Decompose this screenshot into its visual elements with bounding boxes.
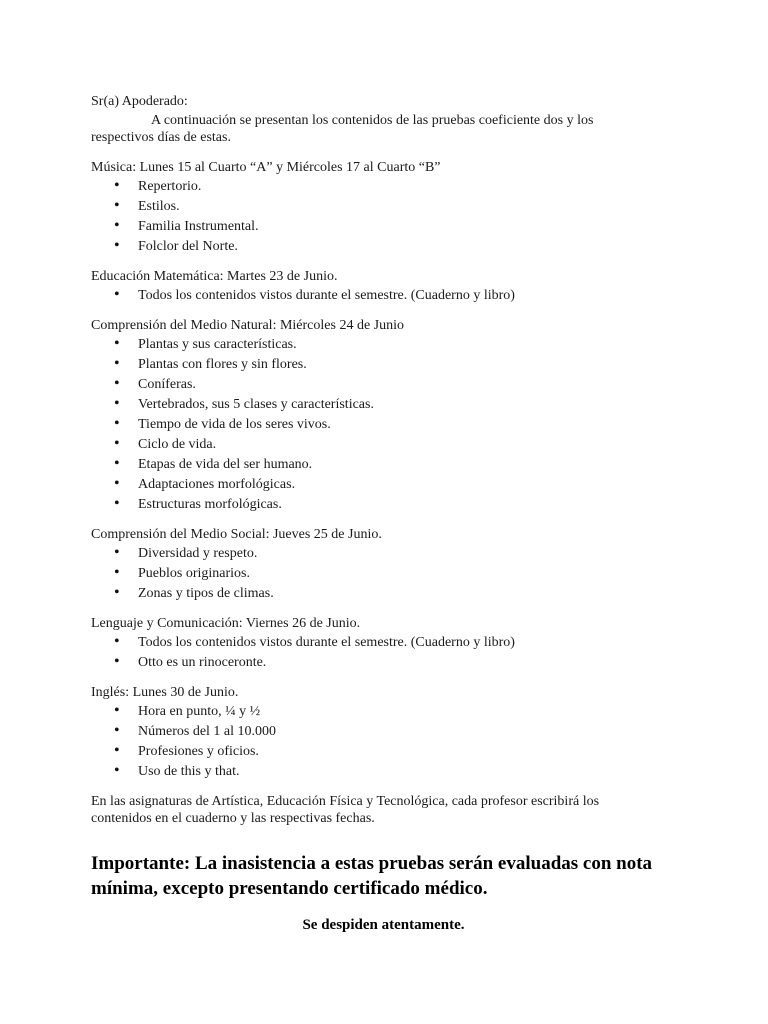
section-ingles [91, 684, 676, 780]
list-item: • Folclor del Norte. [91, 238, 676, 255]
letter-intro: A continuación se presentan los contenidos de las pruebas coeficiente dos y los respectivos días de estas. [91, 113, 594, 145]
list-item: • Adaptaciones morfológicas. [91, 476, 676, 493]
list-item: • Uso de this y that. [91, 763, 676, 780]
letter-greeting: Sr(a) Apoderado: [91, 94, 188, 109]
list-item: • Tiempo de vida de los seres vivos. [91, 416, 676, 433]
farewell: Se despiden atentamente. [302, 917, 465, 933]
list-item: • Plantas y sus características. [91, 336, 676, 353]
section-heading: Educación Matemática: Martes 23 de Junio. [91, 269, 338, 284]
list-item: • Plantas con flores y sin flores. [91, 356, 676, 373]
list-item: • Etapas de vida del ser humano. [91, 456, 676, 473]
content-list [91, 703, 676, 780]
important-notice: Importante: La inasistencia a estas pruebas serán evaluadas con nota mínima, excepto presentando certificado médico. [91, 853, 653, 899]
content-list [91, 545, 676, 602]
list-item: • Estructuras morfológicas. [91, 496, 676, 513]
content-list [91, 287, 676, 304]
list-item: • Estilos. [91, 198, 676, 215]
section-heading: Inglés: Lunes 30 de Junio. [91, 685, 239, 700]
section-heading: Música: Lunes 15 al Cuarto “A” y Miércoles 17 al Cuarto “B” [91, 160, 441, 175]
list-item: • Todos los contenidos vistos durante el semestre. (Cuaderno y libro) [91, 634, 676, 651]
list-item: • Coníferas. [91, 376, 676, 393]
list-item: • Zonas y tipos de climas. [91, 585, 676, 602]
section-matematica [91, 268, 676, 304]
list-item: • Profesiones y oficios. [91, 743, 676, 760]
section-musica [91, 159, 676, 255]
content-list [91, 336, 676, 513]
content-list [91, 178, 676, 255]
list-item: • Ciclo de vida. [91, 436, 676, 453]
section-heading: Comprensión del Medio Social: Jueves 25 de Junio. [91, 527, 382, 542]
section-medio-social [91, 526, 676, 602]
section-lenguaje [91, 615, 676, 671]
list-item: • Otto es un rinoceronte. [91, 654, 676, 671]
content-list [91, 634, 676, 671]
list-item: • Vertebrados, sus 5 clases y características. [91, 396, 676, 413]
list-item: • Familia Instrumental. [91, 218, 676, 235]
list-item: • Números del 1 al 10.000 [91, 723, 676, 740]
list-item: • Todos los contenidos vistos durante el semestre. (Cuaderno y libro) [91, 287, 676, 304]
list-item: • Pueblos originarios. [91, 565, 676, 582]
section-heading: Comprensión del Medio Natural: Miércoles 24 de Junio [91, 318, 404, 333]
closing-note: En las asignaturas de Artística, Educación Física y Tecnológica, cada profesor escribirá los contenidos en el cuaderno y las respectivas fechas. [91, 794, 600, 826]
list-item: • Hora en punto, ¼ y ½ [91, 703, 676, 720]
section-medio-natural [91, 317, 676, 513]
list-item: • Repertorio. [91, 178, 676, 195]
list-item: • Diversidad y respeto. [91, 545, 676, 562]
section-heading: Lenguaje y Comunicación: Viernes 26 de Junio. [91, 616, 361, 631]
